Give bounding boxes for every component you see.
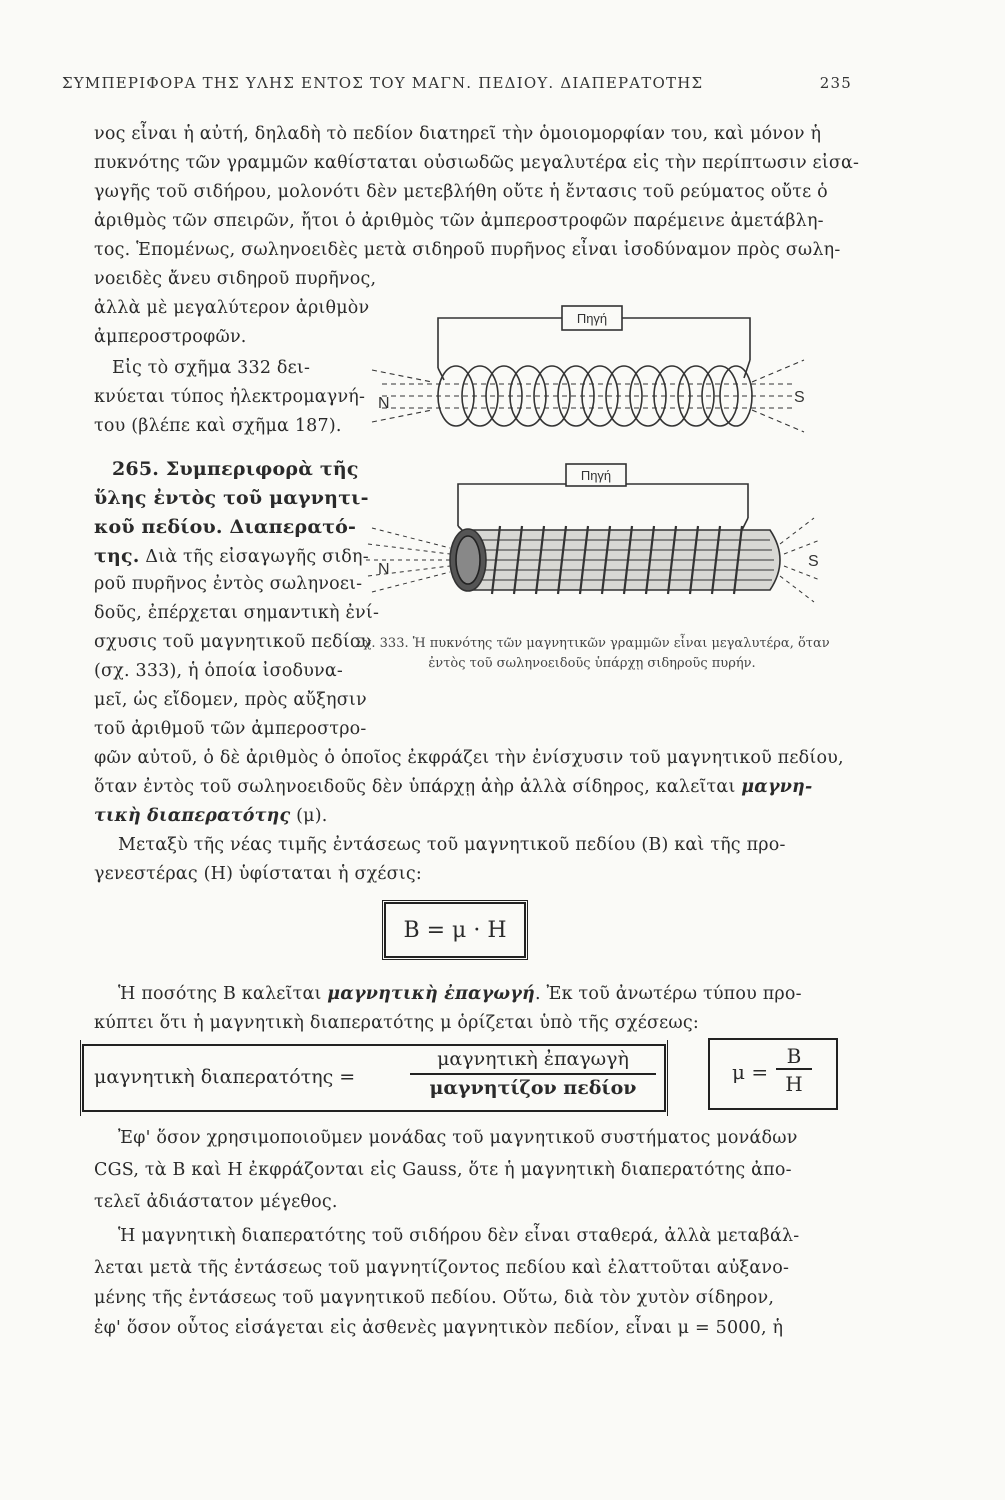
source-label: Πηγή <box>576 311 608 326</box>
text-line: Ἐφ' ὅσον χρησιμοποιοῦμεν μονάδας τοῦ μαγνητικοῦ συστήματος μονάδων <box>118 1128 798 1148</box>
term-permeability: τικὴ διαπερατότης <box>94 806 291 826</box>
text-line <box>94 545 369 567</box>
text-line <box>94 777 812 797</box>
text-line: ἀμπεροστροφῶν. <box>94 327 247 347</box>
text-line: δοῦς, ἐπέρχεται σημαντικὴ ἐνί- <box>94 603 380 623</box>
text-line: νοειδὲς ἄνευ σιδηροῦ πυρῆνος, <box>94 269 377 289</box>
text-line: ἐφ' ὅσον οὗτος εἰσάγεται εἰς ἀσθενὲς μαγνητικὸν πεδίον, εἶναι μ = 5000, ἡ <box>94 1318 784 1338</box>
text-line: τος. Ἑπομένως, σωληνοειδὲς μετὰ σιδηροῦ πυρῆνος εἶναι ἰσοδύναμον πρὸς σωλη- <box>94 240 841 260</box>
formula-lhs: μαγνητικὴ διαπερατότης = <box>94 1066 356 1088</box>
term-induction: μαγνητικὴ ἐπαγωγή <box>327 984 535 1004</box>
formula-permeability-definition <box>82 1044 666 1112</box>
text-line: του (βλέπε καὶ σχῆμα 187). <box>94 416 342 436</box>
numerator: μαγνητικὴ ἐπαγωγὴ <box>410 1048 656 1075</box>
text-line: σχυσις τοῦ μαγνητικοῦ πεδίου <box>94 632 372 652</box>
text-line: μένης τῆς ἐντάσεως τοῦ μαγνητικοῦ πεδίου. Οὕτω, διὰ τὸν χυτὸν σίδηρον, <box>94 1288 775 1308</box>
text-line: φῶν αὐτοῦ, ὁ δὲ ἀριθμὸς ὁ ὁποῖος ἐκφράζει τὴν ἐνίσχυσιν τοῦ μαγνητικοῦ πεδίου, <box>94 748 844 768</box>
text-line: Μεταξὺ τῆς νέας τιμῆς ἐντάσεως τοῦ μαγνητικοῦ πεδίου (B) καὶ τῆς προ- <box>118 835 786 855</box>
formula-lhs: μ = <box>732 1060 769 1084</box>
running-title: ΣΥΜΠΕΡΙΦΟΡΑ ΤΗΣ ΥΛΗΣ ΕΝΤΟΣ ΤΟΥ ΜΑΓΝ. ΠΕΔΙΟΥ. ΔΙΑΠΕΡΑΤΟΤΗΣ <box>62 74 704 92</box>
formula-b-mu-h: B = μ · H <box>384 902 526 958</box>
numerator: B <box>776 1044 812 1070</box>
north-pole-label: N <box>378 561 390 578</box>
fraction <box>776 1044 812 1096</box>
text-line: μεῖ, ὡς εἴδομεν, πρὸς αὔξησιν <box>94 690 367 710</box>
section-title-end: της. <box>94 545 140 567</box>
solenoid-figure <box>352 288 832 628</box>
text-line: ροῦ πυρῆνος ἐντὸς σωληνοει- <box>94 574 363 594</box>
term-permeability: μαγνη- <box>741 777 813 797</box>
section-body-start: Διὰ τῆς εἰσαγωγῆς σιδη- <box>145 547 369 567</box>
denominator: H <box>785 1072 803 1096</box>
fraction <box>410 1048 656 1099</box>
text-line: ἀριθμὸς τῶν σπειρῶν, ἤτοι ὁ ἀριθμὸς τῶν ἀμπεροστροφῶν παρέμεινε ἀμετάβλη- <box>94 211 824 231</box>
text-line: τοῦ ἀριθμοῦ τῶν ἀμπεροστρο- <box>94 719 367 739</box>
text-line <box>118 984 802 1004</box>
text-line: κύπτει ὅτι ἡ μαγνητικὴ διαπερατότης μ ὁρίζεται ὑπὸ τῆς σχέσεως: <box>94 1013 699 1033</box>
text-line: κνύεται τύπος ἠλεκτρομαγνή- <box>94 387 366 407</box>
text-line: πυκνότης τῶν γραμμῶν καθίσταται οὐσιωδῶς μεγαλυτέρα εἰς τὴν περίπτωσιν εἰσα- <box>94 153 860 173</box>
section-title: κοῦ πεδίου. Διαπερατό- <box>94 516 357 538</box>
text-line: γωγῆς τοῦ σιδήρου, μολονότι δὲν μετεβλήθη οὔτε ἡ ἔντασις τοῦ ρεύματος οὔτε ὁ <box>94 182 828 202</box>
text-line: Εἰς τὸ σχῆμα 332 δει- <box>112 358 311 378</box>
text-line: τελεῖ ἀδιάστατον μέγεθος. <box>94 1192 338 1212</box>
source-label: Πηγή <box>580 468 612 483</box>
section-title: ὕλης ἐντὸς τοῦ μαγνητι- <box>94 487 369 509</box>
page-number: 235 <box>819 74 852 92</box>
south-pole-label: S <box>808 553 819 570</box>
north-pole-label: N <box>378 395 390 412</box>
text-span: ὅταν ἐντὸς τοῦ σωληνοειδοῦς δὲν ὑπάρχῃ ἀὴρ ἀλλὰ σίδηρος, καλεῖται <box>94 777 742 797</box>
text-line: Ἡ μαγνητικὴ διαπερατότης τοῦ σιδήρου δὲν εἶναι σταθερά, ἀλλὰ μεταβάλ- <box>118 1226 800 1246</box>
text-line: ἀλλὰ μὲ μεγαλύτερον ἀριθμὸν <box>94 298 370 318</box>
text-line: γενεστέρας (H) ὑφίσταται ἡ σχέσις: <box>94 864 422 884</box>
section-title: 265. Συμπεριφορὰ τῆς <box>112 458 359 480</box>
south-pole-label: S <box>794 389 805 406</box>
figure-caption: Σχ. 333. Ἡ πυκνότης τῶν μαγνητικῶν γραμμῶν εἶναι μεγαλυτέρα, ὅταν ἐντὸς τοῦ σωληνοειδοῦς ὑπάρχῃ σιδηροῦς πυρήν. <box>354 636 830 671</box>
text-line: νος εἶναι ἡ αὐτή, δηλαδὴ τὸ πεδίον διατηρεῖ τὴν ὁμοιομορφίαν του, καὶ μόνον ἡ <box>94 124 822 144</box>
text-span: Ἡ ποσότης B καλεῖται <box>118 984 328 1004</box>
text-line <box>94 806 328 826</box>
formula-mu-b-over-h <box>708 1038 838 1110</box>
text-line: λεται μετὰ τῆς ἐντάσεως τοῦ μαγνητίζοντος πεδίου καὶ ἐλαττοῦται αὐξανο- <box>94 1258 790 1278</box>
running-header <box>62 74 852 92</box>
text-line: CGS, τὰ B καὶ H ἐκφράζονται εἰς Gauss, ὅτε ἡ μαγνητικὴ διαπερατότης ἀπο- <box>94 1160 792 1180</box>
text-span: (μ). <box>290 806 328 826</box>
text-line: (σχ. 333), ἡ ὁποία ἰσοδυνα- <box>94 661 344 681</box>
text-span: . Ἐκ τοῦ ἀνωτέρω τύπου προ- <box>534 984 802 1004</box>
denominator: μαγνητίζον πεδίον <box>429 1077 637 1099</box>
